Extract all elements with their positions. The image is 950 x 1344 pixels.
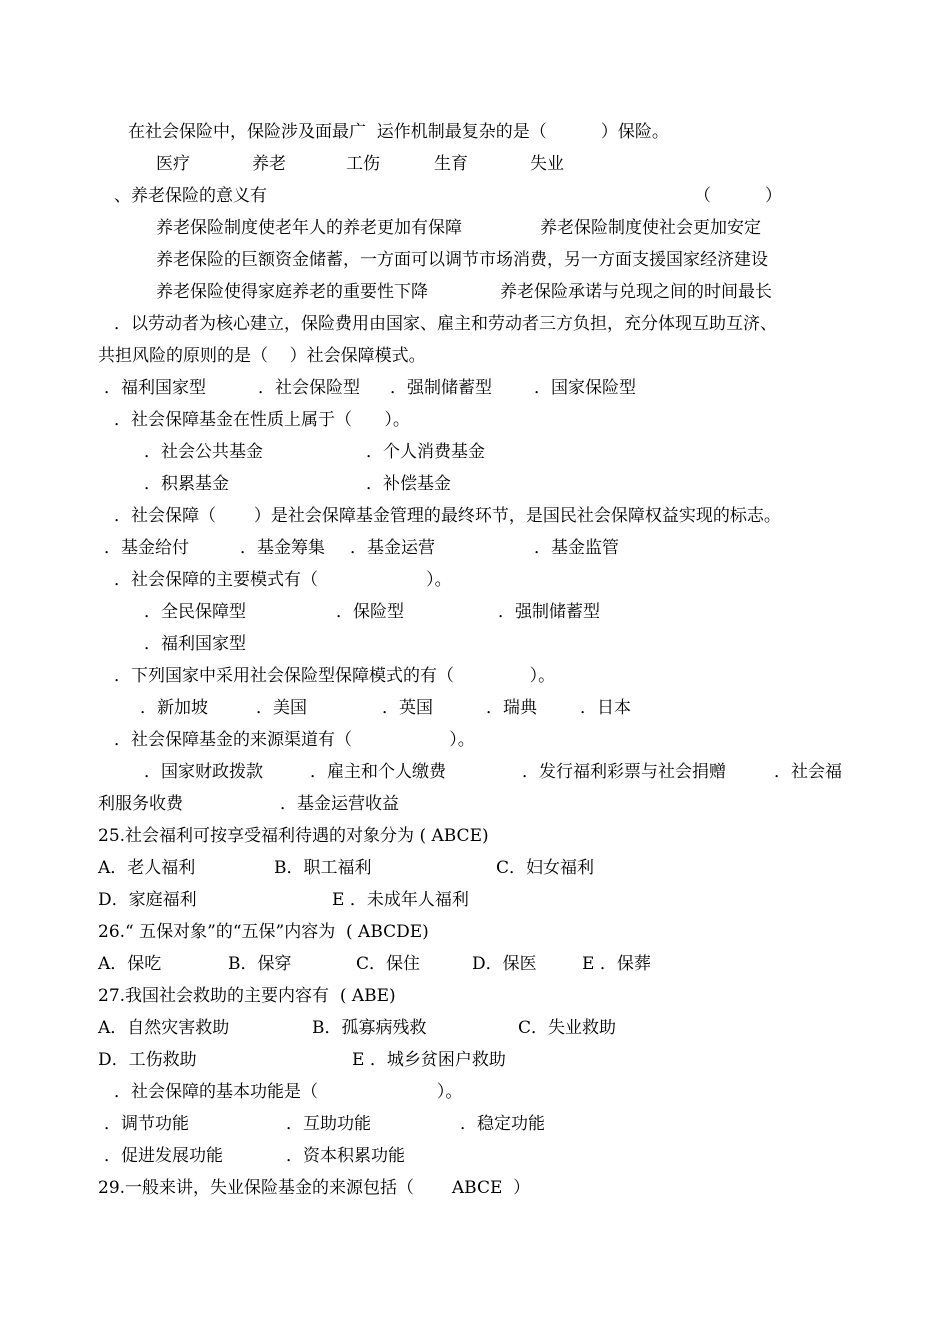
text-segment: ．社会保障基金在性质上属于（ ）。 bbox=[114, 410, 410, 430]
text-segment: 医疗 bbox=[156, 154, 190, 174]
text-segment: ．基金监管 bbox=[534, 538, 619, 558]
text-segment: ．日本 bbox=[580, 698, 631, 718]
text-segment: D．保医 bbox=[472, 954, 537, 974]
text-segment: 养老 bbox=[252, 154, 286, 174]
text-segment: ．强制储蓄型 bbox=[498, 602, 600, 622]
text-segment: ．美国 bbox=[256, 698, 307, 718]
text-segment: ．社会保障的主要模式有（ ）。 bbox=[114, 570, 452, 590]
text-segment: 失业 bbox=[530, 154, 564, 174]
text-segment: ．社会福 bbox=[774, 762, 842, 782]
text-segment: ．新加坡 bbox=[140, 698, 208, 718]
text-segment: B．孤寡病残救 bbox=[312, 1018, 427, 1038]
text-segment: ．国家财政拨款 bbox=[144, 762, 263, 782]
text-segment: ．下列国家中采用社会保险型保障模式的有（ ）。 bbox=[114, 666, 556, 686]
text-segment: E ．未成年人福利 bbox=[332, 890, 469, 910]
text-segment: 养老保险制度使老年人的养老更加有保障 bbox=[156, 218, 462, 238]
text-segment: D．工伤救助 bbox=[98, 1050, 197, 1070]
text-segment: ．补偿基金 bbox=[366, 474, 451, 494]
text-segment: A．老人福利 bbox=[98, 858, 196, 878]
text-segment: ．社会保障（ ）是社会保障基金管理的最终环节，是国民社会保障权益实现的标志。 bbox=[114, 506, 781, 526]
text-segment: ．促进发展功能 bbox=[104, 1146, 223, 1166]
text-segment: ．发行福利彩票与社会捐赠 bbox=[522, 762, 726, 782]
text-segment: D．家庭福利 bbox=[98, 890, 197, 910]
text-segment: （ ） bbox=[694, 186, 783, 206]
text-segment: 29.一般来讲，失业保险基金的来源包括（ ABCE ） bbox=[98, 1178, 531, 1198]
text-segment: ．积累基金 bbox=[144, 474, 229, 494]
text-segment: 利服务收费 bbox=[98, 794, 183, 814]
text-segment: ．调节功能 bbox=[104, 1114, 189, 1134]
text-segment: ．基金给付 bbox=[104, 538, 189, 558]
text-segment: E ．城乡贫困户救助 bbox=[352, 1050, 506, 1070]
text-segment: ．福利国家型 bbox=[104, 378, 206, 398]
text-segment: 共担风险的原则的是（ ）社会保障模式。 bbox=[98, 346, 426, 366]
text-segment: 生育 bbox=[434, 154, 468, 174]
text-segment: C．保住 bbox=[356, 954, 421, 974]
text-segment: ．英国 bbox=[382, 698, 433, 718]
text-segment: B．保穿 bbox=[228, 954, 292, 974]
text-segment: E ．保葬 bbox=[582, 954, 651, 974]
text-segment: A．保吃 bbox=[98, 954, 162, 974]
text-segment: 养老保险承诺与兑现之间的时间最长 bbox=[500, 282, 772, 302]
text-segment: ．社会公共基金 bbox=[144, 442, 263, 462]
text-segment: ．资本积累功能 bbox=[286, 1146, 405, 1166]
text-segment: 养老保险的巨额资金储蓄，一方面可以调节市场消费，另一方面支援国家经济建设 bbox=[156, 250, 768, 270]
text-segment: ．瑞典 bbox=[486, 698, 537, 718]
text-segment: 养老保险使得家庭养老的重要性下降 bbox=[156, 282, 428, 302]
text-segment: ．强制储蓄型 bbox=[390, 378, 492, 398]
text-segment: 在社会保险中，保险涉及面最广 运作机制最复杂的是（ ）保险。 bbox=[128, 122, 669, 142]
text-segment: ．基金运营收益 bbox=[280, 794, 399, 814]
text-segment: ．雇主和个人缴费 bbox=[310, 762, 446, 782]
text-segment: ．稳定功能 bbox=[460, 1114, 545, 1134]
text-segment: 25.社会福利可按享受福利待遇的对象分为 ( ABCE) bbox=[98, 826, 489, 846]
text-segment: ．个人消费基金 bbox=[366, 442, 485, 462]
text-segment: 27.我国社会救助的主要内容有 ( ABE) bbox=[98, 986, 396, 1006]
text-segment: C．妇女福利 bbox=[496, 858, 595, 878]
text-segment: ．社会保障基金的来源渠道有（ ）。 bbox=[114, 730, 475, 750]
text-segment: C．失业救助 bbox=[518, 1018, 617, 1038]
text-segment: ．以劳动者为核心建立，保险费用由国家、雇主和劳动者三方负担，充分体现互助互济、 bbox=[114, 314, 777, 334]
text-segment: 26.“ 五保对象”的“五保”内容为 ( ABCDE) bbox=[98, 922, 429, 942]
text-segment: 、养老保险的意义有 bbox=[114, 186, 267, 206]
text-segment: B．职工福利 bbox=[274, 858, 372, 878]
text-segment: ．福利国家型 bbox=[144, 634, 246, 654]
text-segment: ．保险型 bbox=[336, 602, 404, 622]
text-segment: ．社会保险型 bbox=[258, 378, 360, 398]
text-segment: 工伤 bbox=[346, 154, 380, 174]
text-segment: A．自然灾害救助 bbox=[98, 1018, 230, 1038]
text-segment: ．基金运营 bbox=[350, 538, 435, 558]
text-segment: ．国家保险型 bbox=[534, 378, 636, 398]
text-segment: 养老保险制度使社会更加安定 bbox=[540, 218, 761, 238]
text-segment: ．互助功能 bbox=[286, 1114, 371, 1134]
text-segment: ．全民保障型 bbox=[144, 602, 246, 622]
text-segment: ．社会保障的基本功能是（ ）。 bbox=[114, 1082, 463, 1102]
text-segment: ．基金筹集 bbox=[240, 538, 325, 558]
